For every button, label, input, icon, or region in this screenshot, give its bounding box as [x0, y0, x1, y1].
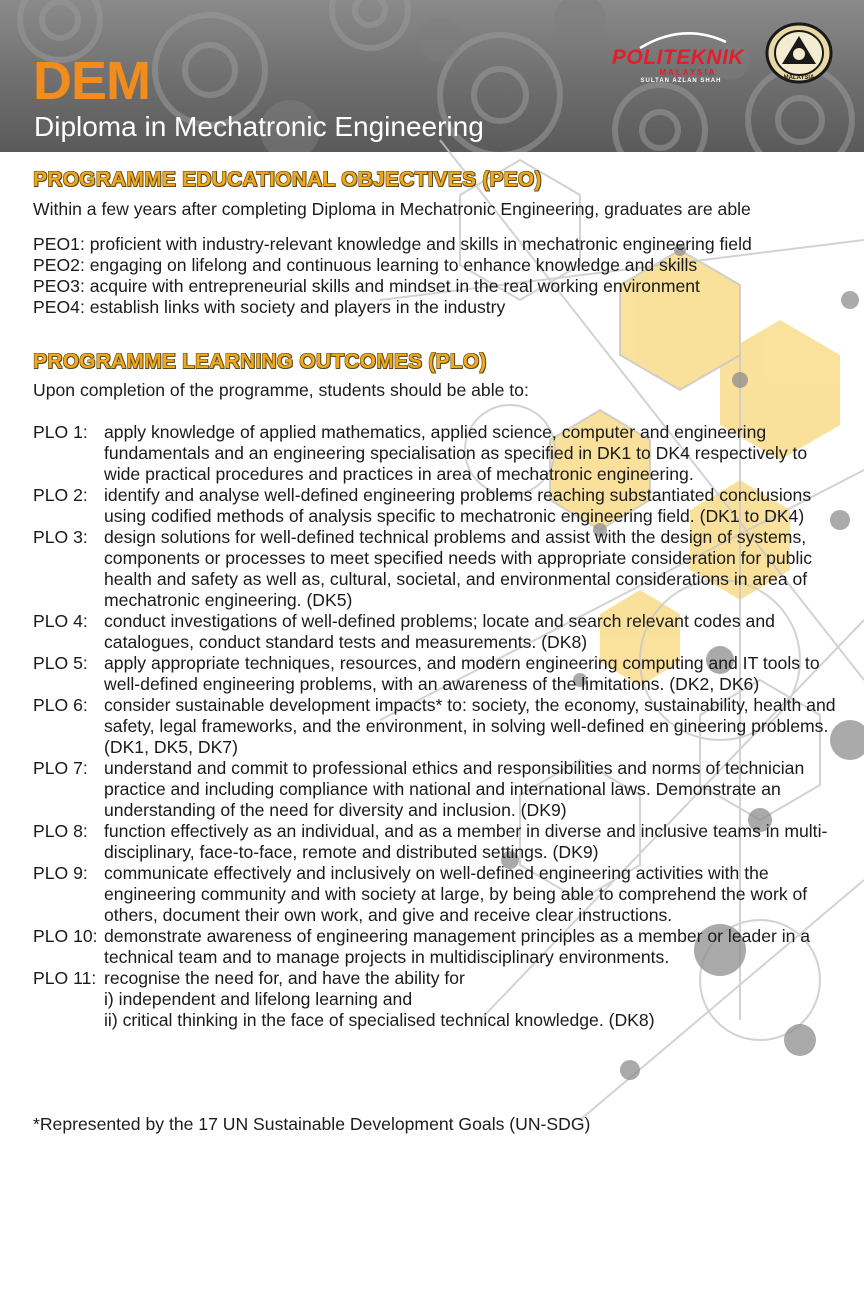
program-code: DEM: [33, 51, 150, 111]
peo-item: PEO4: establish links with society and players in the industry: [33, 297, 506, 317]
plo-text: demonstrate awareness of engineering management principles as a member or leader in a technical team and to manage projects in multidisciplinary environments.: [104, 926, 811, 967]
footnote: *Represented by the 17 UN Sustainable Development Goals (UN-SDG): [33, 1114, 591, 1134]
plo-label: PLO 1:: [33, 422, 88, 442]
brand-subtitle: MALAYSIA: [659, 68, 717, 77]
plo-item: [33, 758, 843, 821]
plo-text: apply appropriate techniques, resources, and modern engineering computing and IT tools to well-defined engineering problems, with an awareness of the limitations. (DK2, DK6): [104, 653, 820, 694]
plo-label: PLO 10:: [33, 926, 98, 946]
plo-item: [33, 695, 843, 758]
peo-section-title: PROGRAMME EDUCATIONAL OBJECTIVES (PEO): [33, 168, 542, 191]
plo-text: conduct investigations of well-defined problems; locate and search relevant codes and catalogues, conduct standard tests and measurements. (DK8): [104, 611, 775, 652]
plo-label: PLO 9:: [33, 863, 88, 883]
plo-item: [33, 422, 843, 485]
peo-item: PEO2: engaging on lifelong and continuous learning to enhance knowledge and skills: [33, 255, 698, 275]
plo-text: communicate effectively and inclusively on well-defined engineering activities with the engineering community and with society at large, by being able to comprehend the work of others, document their own work, and give and receive clear instructions.: [104, 863, 808, 925]
plo-label: PLO 5:: [33, 653, 88, 673]
plo-item: [33, 926, 843, 968]
plo-item: [33, 653, 843, 695]
plo-label: PLO 11:: [33, 968, 97, 988]
plo-item: [33, 611, 843, 653]
program-name: Diploma in Mechatronic Engineering: [34, 111, 484, 142]
plo-text: function effectively as an individual, and as a member in diverse and inclusive teams in multi-disciplinary, face-to-face, remote and distributed settings. (DK9): [104, 821, 828, 862]
plo-item: [33, 968, 843, 1031]
plo-label: PLO 6:: [33, 695, 88, 715]
plo-item: [33, 485, 843, 527]
plo-item: [33, 863, 843, 926]
plo-label: PLO 2:: [33, 485, 88, 505]
plo-section-title: PROGRAMME LEARNING OUTCOMES (PLO): [33, 350, 487, 373]
peo-item: PEO1: proficient with industry-relevant knowledge and skills in mechatronic engineering field: [33, 234, 752, 254]
plo-list: [33, 422, 843, 1031]
plo-intro: Upon completion of the programme, students should be able to:: [33, 380, 529, 400]
peo-intro: Within a few years after completing Diploma in Mechatronic Engineering, graduates are able: [33, 199, 751, 219]
plo-text: apply knowledge of applied mathematics, applied science, computer and engineering fundamentals and an engineering specialisation as specified in DK1 to DK4 respectively to wide practical procedures and practices in area of mechatronic engineering.: [104, 422, 808, 484]
plo-text: identify and analyse well-defined engineering problems reaching substantiated conclusions using codified methods of analysis specific to mechatronic engineering field. (DK1 to DK4): [104, 485, 812, 526]
plo-label: PLO 8:: [33, 821, 88, 841]
brand-campus: SULTAN AZLAN SHAH: [640, 78, 722, 84]
peo-list: [33, 234, 752, 318]
plo-label: PLO 7:: [33, 758, 88, 778]
emblem-label: MALAYSIA: [783, 75, 815, 81]
plo-item: [33, 527, 843, 611]
plo-label: PLO 3:: [33, 527, 88, 547]
plo-text: consider sustainable development impacts* to: society, the economy, sustainability, health and safety, legal frameworks, and the environment, in solving well-defined en gineering problems. (DK1, DK5, DK7): [104, 695, 836, 757]
peo-item: PEO3: acquire with entrepreneurial skills and mindset in the real working environment: [33, 276, 700, 296]
brand-name: POLITEKNIK: [611, 46, 745, 69]
plo-label: PLO 4:: [33, 611, 88, 631]
plo-text: recognise the need for, and have the ability for i) independent and lifelong learning and ii) critical thinking in the face of specialised technical knowledge. (DK8): [104, 968, 655, 1030]
plo-text: understand and commit to professional ethics and responsibilities and norms of technician practice and including compliance with national and international laws. Demonstrate an understanding of the need for diversity and inclusion. (DK9): [104, 758, 805, 820]
plo-text: design solutions for well-defined technical problems and assist with the design of systems, components or processes to meet specified needs with appropriate consideration for public health and safety as well as, cultural, societal, and environmental considerations in area of mechatronic engineering. (DK5): [104, 527, 813, 610]
plo-item: [33, 821, 843, 863]
